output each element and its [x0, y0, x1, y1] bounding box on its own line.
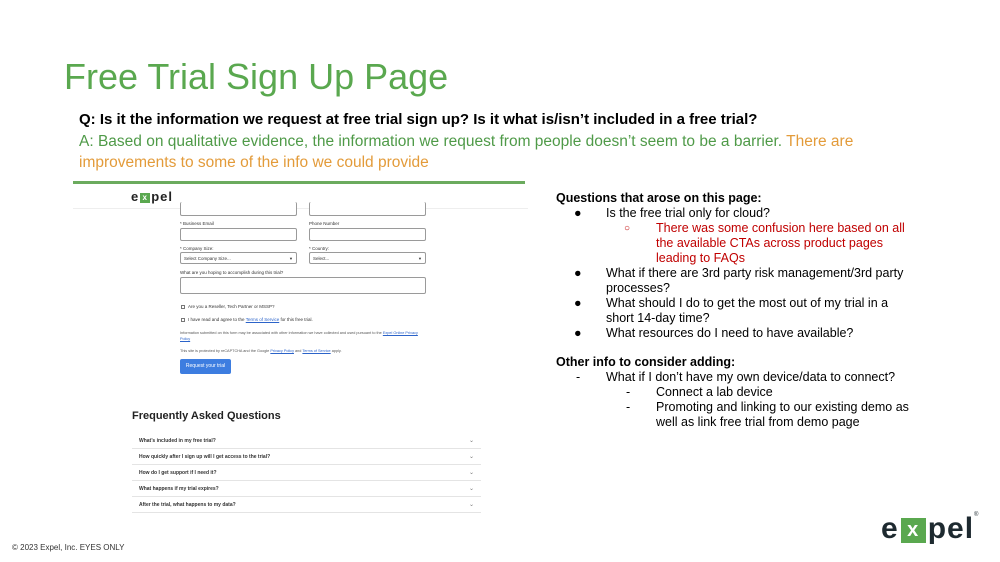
- terms-label: I have read and agree to the Terms of Service for this free trial.: [188, 317, 313, 322]
- list-item: - What if I don’t have my own device/data to connect?: [576, 370, 896, 384]
- reseller-checkbox[interactable]: [181, 305, 185, 309]
- company-size-select[interactable]: Select Company Size... ▼: [180, 252, 297, 264]
- other-heading: Other info to consider adding:: [556, 355, 736, 369]
- list-item: - Connect a lab device: [626, 385, 773, 399]
- faq-item[interactable]: What’s included in my free trial? ⌄: [132, 433, 481, 449]
- faq-item[interactable]: How do I get support if I need it? ⌄: [132, 465, 481, 481]
- list-item: ● What should I do to get the most out of my trial in a short 14-day time?: [574, 296, 889, 325]
- question-text: Q: Is it the information we request at free trial sign up? Is it what is/isn’t included in a free trial?: [79, 111, 758, 128]
- bullet-icon: ●: [574, 206, 582, 220]
- list-item: ● Is the free trial only for cloud?: [574, 206, 770, 220]
- answer-text: [79, 131, 879, 173]
- google-terms-link[interactable]: Terms of Service: [302, 349, 331, 353]
- privacy-notice: Information submitted on this form may be associated with other information we have collected and used pursuant to the Expel Online Privacy Policy: [180, 331, 418, 341]
- phone-input[interactable]: [309, 228, 426, 241]
- country-select[interactable]: Select... ▼: [309, 252, 426, 264]
- country-label: * Country:: [309, 246, 330, 251]
- dash-icon: -: [626, 400, 631, 414]
- bullet-icon: ●: [574, 326, 582, 340]
- slide-title: Free Trial Sign Up Page: [64, 56, 449, 97]
- request-trial-button[interactable]: Request your trial: [180, 359, 231, 374]
- chevron-down-icon: ▼: [418, 256, 422, 261]
- footer-copyright: © 2023 Expel, Inc. EYES ONLY: [12, 543, 125, 552]
- list-item: ○ There was some confusion here based on all the available CTAs across product pages leading to FAQs: [624, 221, 905, 265]
- faq-title: Frequently Asked Questions: [132, 410, 281, 422]
- questions-heading: Questions that arose on this page:: [556, 191, 762, 205]
- faq-item[interactable]: What happens if my trial expires? ⌄: [132, 481, 481, 497]
- shot-logo: e x pel: [131, 189, 174, 204]
- answer-green: A: Based on qualitative evidence, the information we request from people doesn’t seem to be a barrier.: [79, 133, 783, 150]
- accomplish-label: What are you hoping to accomplish during this trial?: [180, 270, 284, 275]
- bullet-icon: ●: [574, 296, 582, 310]
- list-item: - Promoting and linking to our existing demo as well as link free trial from demo page: [626, 400, 909, 429]
- recaptcha-notice: This site is protected by reCAPTCHA and the Google Privacy Policy and Terms of Service apply.: [180, 349, 342, 353]
- chevron-down-icon: ⌄: [468, 470, 474, 476]
- chevron-down-icon: ▼: [289, 256, 293, 261]
- terms-link[interactable]: Terms of Service: [245, 317, 280, 322]
- list-item: ● What resources do I need to have available?: [574, 326, 854, 340]
- phone-label: Phone Number: [309, 221, 340, 226]
- last-name-input[interactable]: [309, 202, 426, 216]
- list-item: ● What if there are 3rd party risk management/3rd party processes?: [574, 266, 904, 295]
- first-name-input[interactable]: [180, 202, 297, 216]
- reseller-label: Are you a Reseller, Tech Partner or MSSP?: [188, 304, 275, 309]
- chevron-down-icon: ⌄: [468, 438, 474, 444]
- dash-icon: -: [626, 385, 631, 399]
- accomplish-textarea[interactable]: [180, 277, 426, 294]
- chevron-down-icon: ⌄: [468, 454, 474, 460]
- dash-icon: -: [576, 370, 581, 384]
- faq-item[interactable]: After the trial, what happens to my data? ⌄: [132, 497, 481, 513]
- notes-panel: [556, 191, 916, 430]
- answer-orange: There are improvements to some of the info we could provide: [79, 133, 854, 171]
- signup-page-screenshot: [73, 184, 528, 514]
- chevron-down-icon: ⌄: [468, 502, 474, 508]
- privacy-policy-link[interactable]: Expel Online Privacy Policy: [180, 331, 418, 341]
- google-privacy-link[interactable]: Privacy Policy: [270, 349, 294, 353]
- chevron-down-icon: ⌄: [468, 486, 474, 492]
- business-email-input[interactable]: [180, 228, 297, 241]
- bullet-icon: ●: [574, 266, 582, 280]
- company-size-label: * Company Size:: [180, 246, 214, 251]
- circle-bullet-icon: ○: [624, 223, 631, 234]
- expel-logo: e x pel®: [881, 512, 980, 545]
- terms-checkbox[interactable]: [181, 318, 185, 322]
- business-email-label: * Business Email: [180, 221, 214, 226]
- faq-item[interactable]: How quickly after I sign up will I get access to the trial? ⌄: [132, 449, 481, 465]
